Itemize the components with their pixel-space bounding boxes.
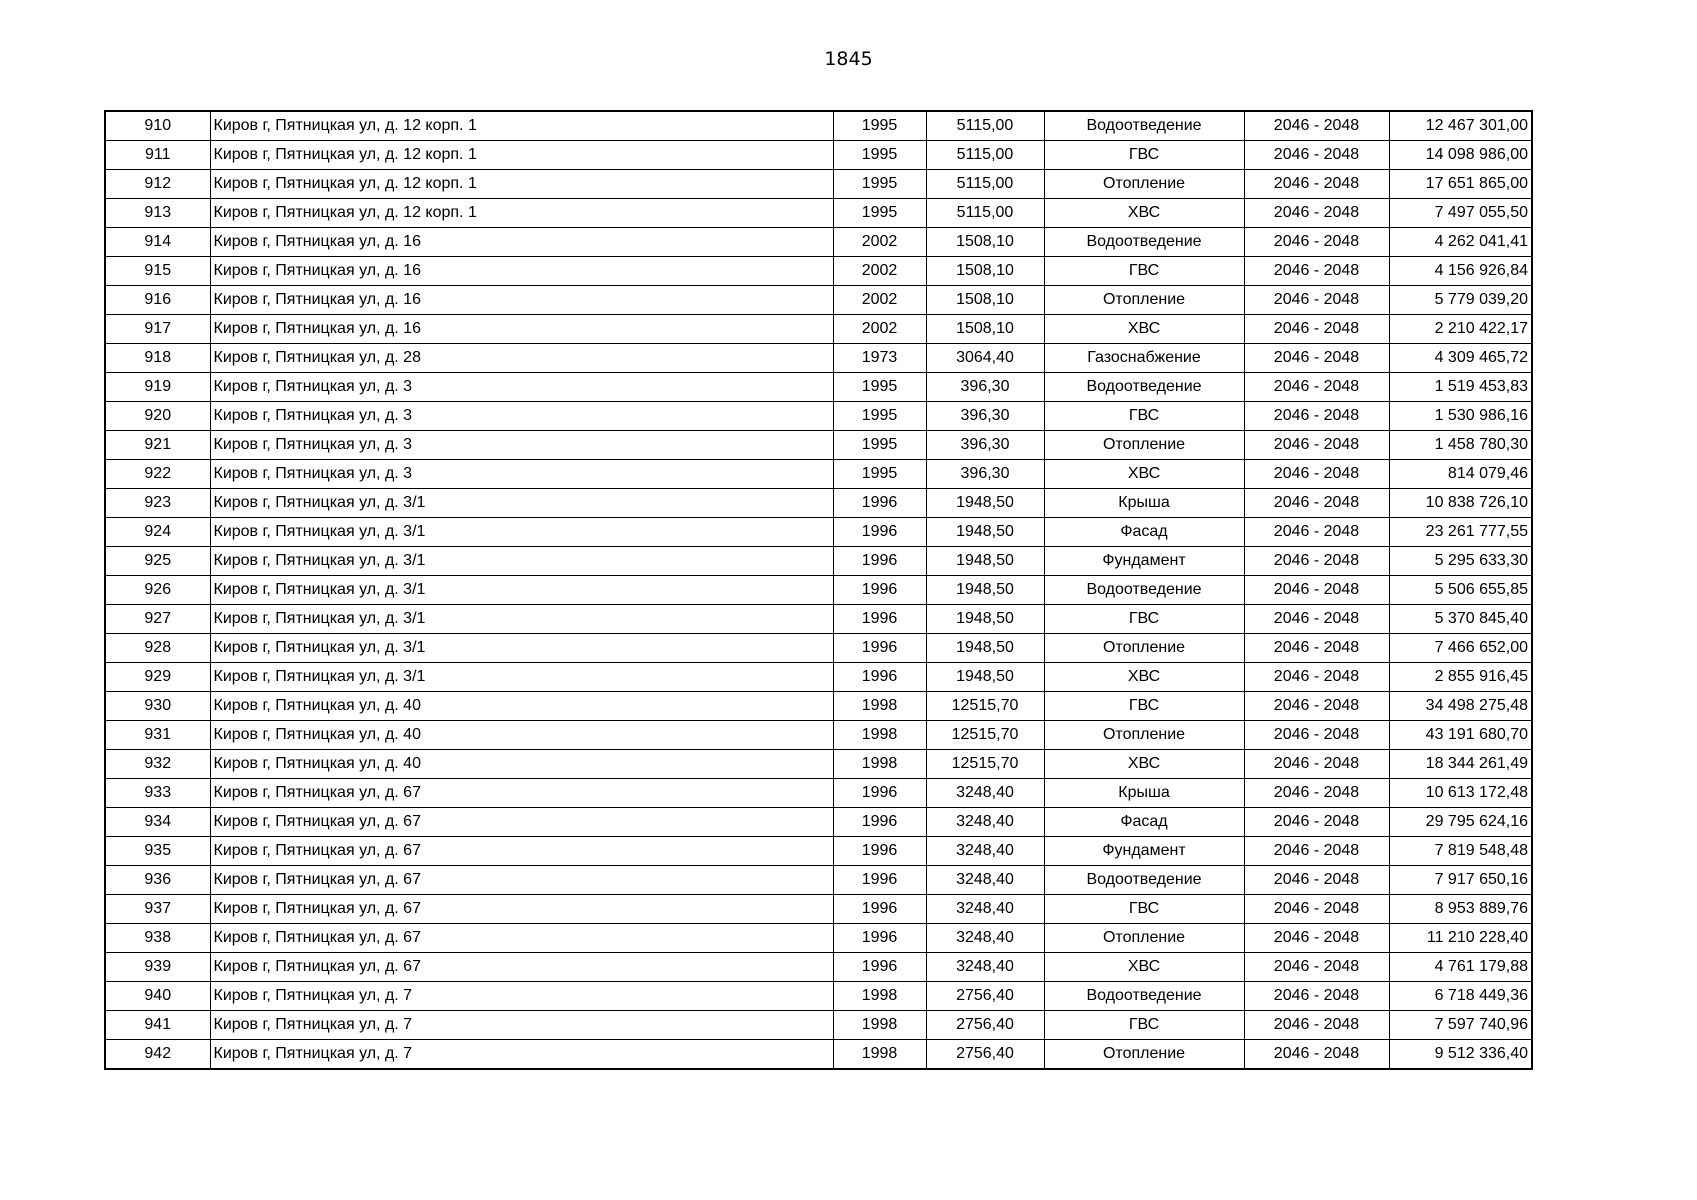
table-row xyxy=(105,257,1532,286)
area-cell: 3248,40 xyxy=(926,924,1044,953)
cost-cell: 5 370 845,40 xyxy=(1389,605,1532,634)
work-type-cell: Отопление xyxy=(1044,721,1244,750)
cost-cell: 11 210 228,40 xyxy=(1389,924,1532,953)
table-row xyxy=(105,547,1532,576)
work-type-cell: Фундамент xyxy=(1044,547,1244,576)
table-row xyxy=(105,576,1532,605)
year-cell: 1996 xyxy=(833,663,926,692)
work-type-cell: Водоотведение xyxy=(1044,373,1244,402)
area-cell: 1948,50 xyxy=(926,663,1044,692)
period-cell: 2046 - 2048 xyxy=(1244,489,1389,518)
work-type-cell: Крыша xyxy=(1044,779,1244,808)
cost-cell: 7 466 652,00 xyxy=(1389,634,1532,663)
period-cell: 2046 - 2048 xyxy=(1244,576,1389,605)
period-cell: 2046 - 2048 xyxy=(1244,837,1389,866)
year-cell: 1998 xyxy=(833,1011,926,1040)
row-number: 942 xyxy=(105,1040,210,1070)
area-cell: 1508,10 xyxy=(926,315,1044,344)
row-number: 918 xyxy=(105,344,210,373)
address-cell: Киров г, Пятницкая ул, д. 67 xyxy=(210,953,833,982)
area-cell: 3248,40 xyxy=(926,779,1044,808)
table-row xyxy=(105,315,1532,344)
row-number: 928 xyxy=(105,634,210,663)
year-cell: 1995 xyxy=(833,460,926,489)
cost-cell: 12 467 301,00 xyxy=(1389,111,1532,141)
cost-cell: 2 855 916,45 xyxy=(1389,663,1532,692)
table-row xyxy=(105,518,1532,547)
row-number: 938 xyxy=(105,924,210,953)
year-cell: 1995 xyxy=(833,170,926,199)
address-cell: Киров г, Пятницкая ул, д. 3/1 xyxy=(210,663,833,692)
cost-cell: 1 458 780,30 xyxy=(1389,431,1532,460)
table-row xyxy=(105,286,1532,315)
work-type-cell: ХВС xyxy=(1044,750,1244,779)
work-type-cell: Водоотведение xyxy=(1044,576,1244,605)
row-number: 922 xyxy=(105,460,210,489)
address-cell: Киров г, Пятницкая ул, д. 40 xyxy=(210,750,833,779)
table-row xyxy=(105,866,1532,895)
area-cell: 396,30 xyxy=(926,431,1044,460)
work-type-cell: ГВС xyxy=(1044,895,1244,924)
year-cell: 2002 xyxy=(833,228,926,257)
table-row xyxy=(105,1040,1532,1070)
row-number: 925 xyxy=(105,547,210,576)
work-type-cell: Отопление xyxy=(1044,924,1244,953)
period-cell: 2046 - 2048 xyxy=(1244,402,1389,431)
cost-cell: 5 295 633,30 xyxy=(1389,547,1532,576)
period-cell: 2046 - 2048 xyxy=(1244,692,1389,721)
year-cell: 1996 xyxy=(833,924,926,953)
period-cell: 2046 - 2048 xyxy=(1244,315,1389,344)
address-cell: Киров г, Пятницкая ул, д. 3/1 xyxy=(210,634,833,663)
area-cell: 3248,40 xyxy=(926,953,1044,982)
address-cell: Киров г, Пятницкая ул, д. 67 xyxy=(210,808,833,837)
area-cell: 396,30 xyxy=(926,402,1044,431)
row-number: 936 xyxy=(105,866,210,895)
period-cell: 2046 - 2048 xyxy=(1244,663,1389,692)
period-cell: 2046 - 2048 xyxy=(1244,721,1389,750)
area-cell: 1508,10 xyxy=(926,257,1044,286)
address-cell: Киров г, Пятницкая ул, д. 7 xyxy=(210,1040,833,1070)
address-cell: Киров г, Пятницкая ул, д. 3/1 xyxy=(210,547,833,576)
area-cell: 1948,50 xyxy=(926,634,1044,663)
period-cell: 2046 - 2048 xyxy=(1244,141,1389,170)
address-cell: Киров г, Пятницкая ул, д. 3/1 xyxy=(210,576,833,605)
address-cell: Киров г, Пятницкая ул, д. 12 корп. 1 xyxy=(210,170,833,199)
year-cell: 1996 xyxy=(833,489,926,518)
work-type-cell: ГВС xyxy=(1044,605,1244,634)
work-type-cell: Водоотведение xyxy=(1044,866,1244,895)
area-cell: 5115,00 xyxy=(926,170,1044,199)
cost-cell: 7 917 650,16 xyxy=(1389,866,1532,895)
period-cell: 2046 - 2048 xyxy=(1244,1040,1389,1070)
table-row xyxy=(105,663,1532,692)
work-type-cell: Фасад xyxy=(1044,518,1244,547)
period-cell: 2046 - 2048 xyxy=(1244,257,1389,286)
year-cell: 1996 xyxy=(833,547,926,576)
period-cell: 2046 - 2048 xyxy=(1244,170,1389,199)
row-number: 939 xyxy=(105,953,210,982)
work-type-cell: ХВС xyxy=(1044,460,1244,489)
table-row xyxy=(105,895,1532,924)
address-cell: Киров г, Пятницкая ул, д. 28 xyxy=(210,344,833,373)
address-cell: Киров г, Пятницкая ул, д. 67 xyxy=(210,837,833,866)
address-cell: Киров г, Пятницкая ул, д. 3 xyxy=(210,460,833,489)
year-cell: 1996 xyxy=(833,518,926,547)
area-cell: 12515,70 xyxy=(926,692,1044,721)
cost-cell: 23 261 777,55 xyxy=(1389,518,1532,547)
year-cell: 1998 xyxy=(833,1040,926,1070)
area-cell: 12515,70 xyxy=(926,750,1044,779)
area-cell: 3248,40 xyxy=(926,895,1044,924)
address-cell: Киров г, Пятницкая ул, д. 7 xyxy=(210,982,833,1011)
area-cell: 1508,10 xyxy=(926,228,1044,257)
period-cell: 2046 - 2048 xyxy=(1244,111,1389,141)
period-cell: 2046 - 2048 xyxy=(1244,286,1389,315)
work-type-cell: Отопление xyxy=(1044,634,1244,663)
table-row xyxy=(105,141,1532,170)
cost-cell: 2 210 422,17 xyxy=(1389,315,1532,344)
cost-cell: 14 098 986,00 xyxy=(1389,141,1532,170)
table-row xyxy=(105,605,1532,634)
row-number: 913 xyxy=(105,199,210,228)
year-cell: 1996 xyxy=(833,837,926,866)
area-cell: 12515,70 xyxy=(926,721,1044,750)
table-row xyxy=(105,489,1532,518)
period-cell: 2046 - 2048 xyxy=(1244,605,1389,634)
row-number: 934 xyxy=(105,808,210,837)
address-cell: Киров г, Пятницкая ул, д. 40 xyxy=(210,721,833,750)
cost-cell: 34 498 275,48 xyxy=(1389,692,1532,721)
year-cell: 1995 xyxy=(833,402,926,431)
address-cell: Киров г, Пятницкая ул, д. 16 xyxy=(210,315,833,344)
period-cell: 2046 - 2048 xyxy=(1244,750,1389,779)
cost-cell: 4 761 179,88 xyxy=(1389,953,1532,982)
area-cell: 1508,10 xyxy=(926,286,1044,315)
year-cell: 1998 xyxy=(833,750,926,779)
row-number: 911 xyxy=(105,141,210,170)
row-number: 929 xyxy=(105,663,210,692)
work-type-cell: ГВС xyxy=(1044,257,1244,286)
row-number: 932 xyxy=(105,750,210,779)
address-cell: Киров г, Пятницкая ул, д. 12 корп. 1 xyxy=(210,199,833,228)
table-row xyxy=(105,228,1532,257)
area-cell: 1948,50 xyxy=(926,547,1044,576)
row-number: 919 xyxy=(105,373,210,402)
area-cell: 1948,50 xyxy=(926,576,1044,605)
work-type-cell: ХВС xyxy=(1044,315,1244,344)
cost-cell: 43 191 680,70 xyxy=(1389,721,1532,750)
table-row xyxy=(105,111,1532,141)
year-cell: 1995 xyxy=(833,431,926,460)
period-cell: 2046 - 2048 xyxy=(1244,373,1389,402)
cost-cell: 18 344 261,49 xyxy=(1389,750,1532,779)
year-cell: 1995 xyxy=(833,141,926,170)
year-cell: 2002 xyxy=(833,257,926,286)
period-cell: 2046 - 2048 xyxy=(1244,460,1389,489)
cost-cell: 17 651 865,00 xyxy=(1389,170,1532,199)
period-cell: 2046 - 2048 xyxy=(1244,1011,1389,1040)
address-cell: Киров г, Пятницкая ул, д. 3/1 xyxy=(210,605,833,634)
row-number: 937 xyxy=(105,895,210,924)
row-number: 920 xyxy=(105,402,210,431)
row-number: 926 xyxy=(105,576,210,605)
work-type-cell: ХВС xyxy=(1044,663,1244,692)
table-row xyxy=(105,373,1532,402)
cost-cell: 1 530 986,16 xyxy=(1389,402,1532,431)
cost-cell: 7 597 740,96 xyxy=(1389,1011,1532,1040)
cost-cell: 8 953 889,76 xyxy=(1389,895,1532,924)
work-type-cell: Отопление xyxy=(1044,1040,1244,1070)
page-number: 1845 xyxy=(824,48,873,70)
year-cell: 2002 xyxy=(833,286,926,315)
row-number: 927 xyxy=(105,605,210,634)
row-number: 910 xyxy=(105,111,210,141)
row-number: 923 xyxy=(105,489,210,518)
row-number: 941 xyxy=(105,1011,210,1040)
year-cell: 1996 xyxy=(833,895,926,924)
area-cell: 3248,40 xyxy=(926,837,1044,866)
cost-cell: 9 512 336,40 xyxy=(1389,1040,1532,1070)
year-cell: 1996 xyxy=(833,808,926,837)
period-cell: 2046 - 2048 xyxy=(1244,982,1389,1011)
year-cell: 1995 xyxy=(833,199,926,228)
cost-cell: 10 613 172,48 xyxy=(1389,779,1532,808)
table-row xyxy=(105,692,1532,721)
table-row xyxy=(105,1011,1532,1040)
table-row xyxy=(105,634,1532,663)
address-cell: Киров г, Пятницкая ул, д. 16 xyxy=(210,286,833,315)
area-cell: 396,30 xyxy=(926,460,1044,489)
address-cell: Киров г, Пятницкая ул, д. 67 xyxy=(210,779,833,808)
period-cell: 2046 - 2048 xyxy=(1244,866,1389,895)
table-row xyxy=(105,837,1532,866)
work-type-cell: ХВС xyxy=(1044,199,1244,228)
area-cell: 1948,50 xyxy=(926,518,1044,547)
table-row xyxy=(105,750,1532,779)
period-cell: 2046 - 2048 xyxy=(1244,634,1389,663)
address-cell: Киров г, Пятницкая ул, д. 67 xyxy=(210,924,833,953)
work-type-cell: Водоотведение xyxy=(1044,982,1244,1011)
table-row xyxy=(105,402,1532,431)
work-type-cell: Фасад xyxy=(1044,808,1244,837)
period-cell: 2046 - 2048 xyxy=(1244,344,1389,373)
work-type-cell: Крыша xyxy=(1044,489,1244,518)
area-cell: 1948,50 xyxy=(926,489,1044,518)
table-row xyxy=(105,199,1532,228)
cost-cell: 7 819 548,48 xyxy=(1389,837,1532,866)
repair-schedule-table xyxy=(104,110,1533,1070)
year-cell: 1996 xyxy=(833,634,926,663)
row-number: 931 xyxy=(105,721,210,750)
cost-cell: 5 779 039,20 xyxy=(1389,286,1532,315)
cost-cell: 10 838 726,10 xyxy=(1389,489,1532,518)
address-cell: Киров г, Пятницкая ул, д. 7 xyxy=(210,1011,833,1040)
work-type-cell: Водоотведение xyxy=(1044,111,1244,141)
row-number: 917 xyxy=(105,315,210,344)
year-cell: 1996 xyxy=(833,576,926,605)
row-number: 933 xyxy=(105,779,210,808)
year-cell: 1998 xyxy=(833,692,926,721)
period-cell: 2046 - 2048 xyxy=(1244,431,1389,460)
area-cell: 3248,40 xyxy=(926,808,1044,837)
work-type-cell: Газоснабжение xyxy=(1044,344,1244,373)
row-number: 935 xyxy=(105,837,210,866)
area-cell: 3064,40 xyxy=(926,344,1044,373)
year-cell: 1996 xyxy=(833,779,926,808)
area-cell: 2756,40 xyxy=(926,1011,1044,1040)
cost-cell: 7 497 055,50 xyxy=(1389,199,1532,228)
work-type-cell: Фундамент xyxy=(1044,837,1244,866)
period-cell: 2046 - 2048 xyxy=(1244,808,1389,837)
table-body xyxy=(105,111,1532,1069)
area-cell: 5115,00 xyxy=(926,199,1044,228)
table-row xyxy=(105,779,1532,808)
area-cell: 5115,00 xyxy=(926,141,1044,170)
period-cell: 2046 - 2048 xyxy=(1244,228,1389,257)
address-cell: Киров г, Пятницкая ул, д. 3 xyxy=(210,431,833,460)
address-cell: Киров г, Пятницкая ул, д. 16 xyxy=(210,257,833,286)
cost-cell: 29 795 624,16 xyxy=(1389,808,1532,837)
table-row xyxy=(105,170,1532,199)
table-row xyxy=(105,721,1532,750)
row-number: 912 xyxy=(105,170,210,199)
address-cell: Киров г, Пятницкая ул, д. 3 xyxy=(210,373,833,402)
period-cell: 2046 - 2048 xyxy=(1244,953,1389,982)
period-cell: 2046 - 2048 xyxy=(1244,924,1389,953)
table-row xyxy=(105,344,1532,373)
address-cell: Киров г, Пятницкая ул, д. 67 xyxy=(210,895,833,924)
work-type-cell: Водоотведение xyxy=(1044,228,1244,257)
cost-cell: 6 718 449,36 xyxy=(1389,982,1532,1011)
table-row xyxy=(105,431,1532,460)
address-cell: Киров г, Пятницкая ул, д. 3/1 xyxy=(210,489,833,518)
area-cell: 5115,00 xyxy=(926,111,1044,141)
cost-cell: 4 262 041,41 xyxy=(1389,228,1532,257)
row-number: 930 xyxy=(105,692,210,721)
table-row xyxy=(105,982,1532,1011)
year-cell: 1998 xyxy=(833,721,926,750)
work-type-cell: Отопление xyxy=(1044,170,1244,199)
period-cell: 2046 - 2048 xyxy=(1244,547,1389,576)
address-cell: Киров г, Пятницкая ул, д. 12 корп. 1 xyxy=(210,111,833,141)
work-type-cell: ГВС xyxy=(1044,692,1244,721)
row-number: 914 xyxy=(105,228,210,257)
area-cell: 2756,40 xyxy=(926,1040,1044,1070)
cost-cell: 1 519 453,83 xyxy=(1389,373,1532,402)
cost-cell: 814 079,46 xyxy=(1389,460,1532,489)
year-cell: 1996 xyxy=(833,953,926,982)
year-cell: 2002 xyxy=(833,315,926,344)
work-type-cell: Отопление xyxy=(1044,431,1244,460)
area-cell: 1948,50 xyxy=(926,605,1044,634)
address-cell: Киров г, Пятницкая ул, д. 67 xyxy=(210,866,833,895)
area-cell: 3248,40 xyxy=(926,866,1044,895)
cost-cell: 4 156 926,84 xyxy=(1389,257,1532,286)
cost-cell: 5 506 655,85 xyxy=(1389,576,1532,605)
period-cell: 2046 - 2048 xyxy=(1244,199,1389,228)
address-cell: Киров г, Пятницкая ул, д. 3 xyxy=(210,402,833,431)
area-cell: 2756,40 xyxy=(926,982,1044,1011)
row-number: 916 xyxy=(105,286,210,315)
row-number: 915 xyxy=(105,257,210,286)
period-cell: 2046 - 2048 xyxy=(1244,895,1389,924)
row-number: 924 xyxy=(105,518,210,547)
address-cell: Киров г, Пятницкая ул, д. 12 корп. 1 xyxy=(210,141,833,170)
work-type-cell: ГВС xyxy=(1044,1011,1244,1040)
table-row xyxy=(105,924,1532,953)
work-type-cell: ГВС xyxy=(1044,141,1244,170)
year-cell: 1998 xyxy=(833,982,926,1011)
area-cell: 396,30 xyxy=(926,373,1044,402)
row-number: 921 xyxy=(105,431,210,460)
year-cell: 1995 xyxy=(833,111,926,141)
row-number: 940 xyxy=(105,982,210,1011)
year-cell: 1996 xyxy=(833,605,926,634)
cost-cell: 4 309 465,72 xyxy=(1389,344,1532,373)
address-cell: Киров г, Пятницкая ул, д. 40 xyxy=(210,692,833,721)
work-type-cell: ГВС xyxy=(1044,402,1244,431)
work-type-cell: ХВС xyxy=(1044,953,1244,982)
table-row xyxy=(105,808,1532,837)
table-row xyxy=(105,460,1532,489)
work-type-cell: Отопление xyxy=(1044,286,1244,315)
year-cell: 1996 xyxy=(833,866,926,895)
address-cell: Киров г, Пятницкая ул, д. 3/1 xyxy=(210,518,833,547)
year-cell: 1973 xyxy=(833,344,926,373)
address-cell: Киров г, Пятницкая ул, д. 16 xyxy=(210,228,833,257)
period-cell: 2046 - 2048 xyxy=(1244,779,1389,808)
table-row xyxy=(105,953,1532,982)
period-cell: 2046 - 2048 xyxy=(1244,518,1389,547)
year-cell: 1995 xyxy=(833,373,926,402)
